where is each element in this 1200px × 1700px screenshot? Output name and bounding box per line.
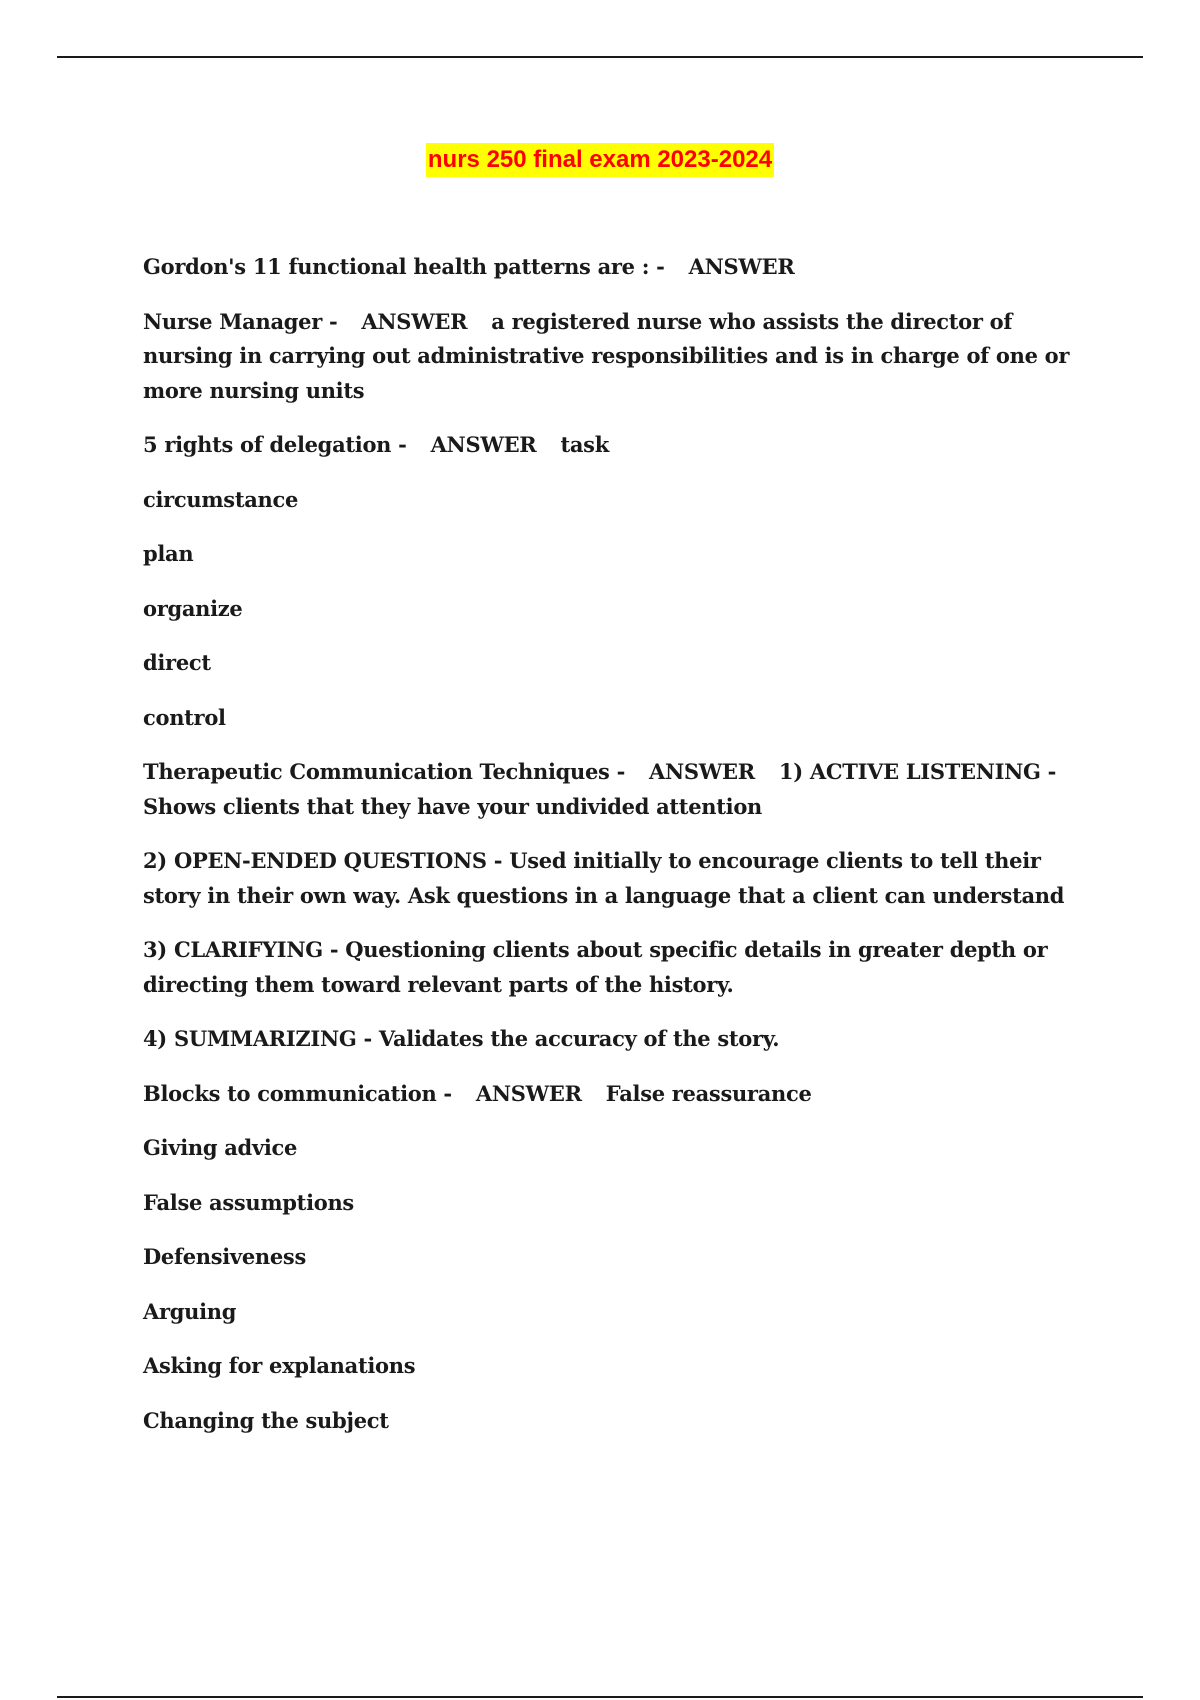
answer-text: False assumptions <box>143 1189 354 1215</box>
answer-text: control <box>143 704 226 730</box>
document-paragraph <box>143 483 1103 518</box>
answer-text: 2) OPEN-ENDED QUESTIONS - Used initially to encourage clients to tell their story in their own way. Ask questions in a language that a client can understand <box>143 848 1065 908</box>
document-body <box>143 250 1103 1458</box>
document-paragraph <box>143 1186 1103 1221</box>
document-paragraph <box>143 428 1103 463</box>
answer-label: ANSWER <box>475 1080 582 1106</box>
top-rule <box>57 56 1143 58</box>
document-paragraph <box>143 1349 1103 1384</box>
answer-text: Changing the subject <box>143 1407 389 1433</box>
document-paragraph <box>143 1404 1103 1439</box>
answer-text: a registered nurse who assists the director of nursing in carrying out administrative responsibilities and is in charge of one or more nursing units <box>143 308 1070 403</box>
document-paragraph <box>143 592 1103 627</box>
answer-text: task <box>560 432 609 457</box>
document-paragraph <box>143 646 1103 681</box>
answer-text: Arguing <box>143 1298 237 1324</box>
question-term: Therapeutic Communication Techniques - <box>143 759 625 784</box>
answer-label: ANSWER <box>361 308 468 334</box>
document-paragraph <box>143 1295 1103 1330</box>
question-term: Nurse Manager - <box>143 308 338 334</box>
answer-text: circumstance <box>143 486 299 512</box>
answer-text: False reassurance <box>605 1080 812 1106</box>
document-title: nurs 250 final exam 2023-2024 <box>426 143 774 177</box>
answer-text: 1) ACTIVE LISTENING - Shows clients that they have your undivided attention <box>143 759 1057 819</box>
answer-text: Defensiveness <box>143 1244 306 1269</box>
document-paragraph <box>143 1240 1103 1275</box>
document-paragraph <box>143 755 1103 824</box>
answer-text: Asking for explanations <box>143 1353 416 1378</box>
answer-text: 3) CLARIFYING - Questioning clients about specific details in greater depth or directing them toward relevant parts of the history. <box>143 937 1048 997</box>
answer-label: ANSWER <box>649 759 755 784</box>
answer-text: Giving advice <box>143 1135 298 1160</box>
question-term: Gordon's 11 functional health patterns are : - <box>143 254 665 279</box>
title-wrapper <box>0 143 1200 177</box>
answer-text: organize <box>143 595 243 621</box>
question-term: 5 rights of delegation - <box>143 432 407 457</box>
bottom-rule <box>57 1696 1143 1698</box>
document-paragraph <box>143 844 1103 913</box>
document-paragraph <box>143 933 1103 1002</box>
document-paragraph <box>143 537 1103 572</box>
answer-text: 4) SUMMARIZING - Validates the accuracy of the story. <box>143 1026 780 1051</box>
answer-text: plan <box>143 541 194 566</box>
document-paragraph <box>143 1077 1103 1112</box>
document-paragraph <box>143 1131 1103 1166</box>
answer-text: direct <box>143 650 211 675</box>
question-term: Blocks to communication - <box>143 1080 452 1106</box>
answer-label: ANSWER <box>688 254 795 279</box>
document-paragraph <box>143 250 1103 285</box>
answer-label: ANSWER <box>430 432 537 457</box>
document-paragraph <box>143 701 1103 736</box>
document-paragraph <box>143 305 1103 409</box>
document-paragraph <box>143 1022 1103 1057</box>
